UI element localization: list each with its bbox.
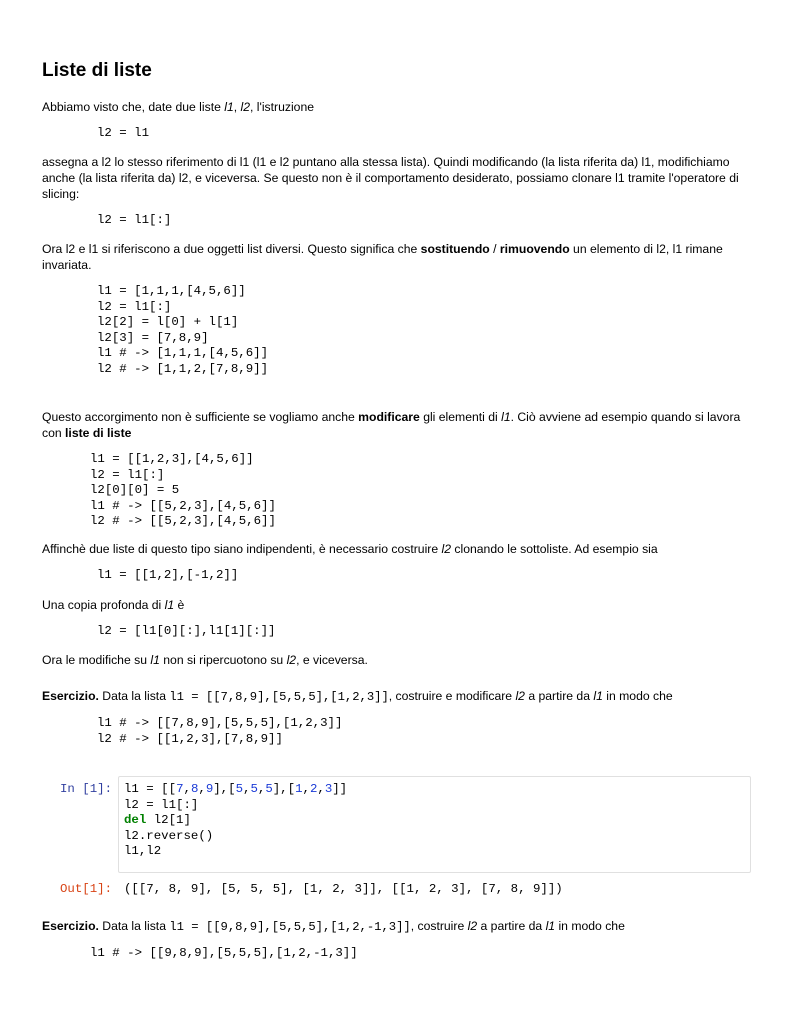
code-cell-source[interactable] xyxy=(124,782,347,860)
text: Affinchè due liste di questo tipo siano indipendenti, è necessario costruire xyxy=(42,542,442,556)
emphasis: l2 xyxy=(240,100,251,114)
code-block-exercise-2: l1 # -> [[9,8,9],[5,5,5],[1,2,-1,3]] xyxy=(90,946,358,960)
paragraph-liste-di-liste xyxy=(42,409,754,441)
text: in modo che xyxy=(555,919,625,933)
text: Data la lista xyxy=(98,919,170,933)
code-line: l1,l2 xyxy=(124,844,162,858)
text: Ora le modifiche su xyxy=(42,653,151,667)
paragraph-independent xyxy=(42,541,754,557)
code-text: ],[ xyxy=(272,782,296,796)
text: , costruire xyxy=(410,919,468,933)
number-literal: 5 xyxy=(235,782,243,796)
code-block-example-2: l1 = [[1,2,3],[4,5,6]] l2 = l1[:] l2[0][0] = 5 l1 # -> [[5,2,3],[4,5,6]] l2 # -> [[5,2,3],[4,5,6]] xyxy=(90,452,276,528)
emphasis: l1 xyxy=(545,919,556,933)
code-cell-output: ([[7, 8, 9], [5, 5, 5], [1, 2, 3]], [[1, 2, 3], [7, 8, 9]]) xyxy=(124,882,563,896)
text: / xyxy=(489,242,500,256)
code-text: , xyxy=(243,782,251,796)
code-text: ],[ xyxy=(213,782,236,796)
emphasis: l1 xyxy=(224,100,234,114)
number-literal: 7 xyxy=(176,782,184,796)
emphasis: l2 xyxy=(286,653,297,667)
emphasis: l2 xyxy=(467,919,478,933)
number-literal: 9 xyxy=(205,782,214,796)
emphasis: l1 xyxy=(164,598,175,612)
text: a partire da xyxy=(524,689,594,703)
output-prompt: Out[1]: xyxy=(60,882,113,896)
text: è xyxy=(174,598,185,612)
text: un elemento di l2, l1 rimane invariata. xyxy=(42,242,723,272)
text: a partire da xyxy=(477,919,546,933)
text: Data la lista xyxy=(98,689,170,703)
keyword: del xyxy=(124,813,147,827)
text: , costruire e modificare xyxy=(388,689,516,703)
code-block-assign: l2 = l1 xyxy=(97,126,150,140)
code-text: l1 = [[ xyxy=(124,782,177,796)
code-text: , xyxy=(198,782,206,796)
code-line: l2 = l1[:] xyxy=(124,797,199,812)
text: clonando le sottoliste. Ad esempio sia xyxy=(451,542,658,556)
code-text: , xyxy=(257,782,266,796)
number-literal: 5 xyxy=(250,782,258,796)
code-cell-input[interactable] xyxy=(118,776,751,873)
inline-code: l1 = [[9,8,9],[5,5,5],[1,2,-1,3]] xyxy=(169,920,411,934)
input-prompt: In [1]: xyxy=(60,782,113,796)
code-block-deep-copy: l2 = [l1[0][:],l1[1][:]] xyxy=(97,624,276,638)
text: Questo accorgimento non è sufficiente se vogliamo anche xyxy=(42,410,359,424)
text: , e viceversa. xyxy=(296,653,368,667)
emphasis: l1 xyxy=(501,410,511,424)
text: gli elementi di xyxy=(419,410,502,424)
emphasis: l2 xyxy=(441,542,452,556)
number-literal: 1 xyxy=(295,782,303,796)
code-text: , xyxy=(317,782,325,796)
number-literal: 8 xyxy=(190,782,199,796)
text: Ora l2 e l1 si riferiscono a due oggetti list diversi. Questo significa che xyxy=(42,242,421,256)
page-title: Liste di liste xyxy=(42,60,152,81)
code-text: l2[1] xyxy=(146,813,191,827)
bold-text: liste di liste xyxy=(65,426,132,440)
paragraph-deep-copy xyxy=(42,597,754,613)
code-line: l2.reverse() xyxy=(124,828,214,843)
text: Abbiamo visto che, date due liste xyxy=(42,100,225,114)
paragraph-intro xyxy=(42,99,754,115)
bold-text: rimuovendo xyxy=(499,242,570,256)
emphasis: l1 xyxy=(150,653,160,667)
bold-text: modificare xyxy=(358,410,420,424)
emphasis: l2 xyxy=(515,689,525,703)
code-block-example-1: l1 = [1,1,1,[4,5,6]] l2 = l1[:] l2[2] = l[0] + l[1] l2[3] = [7,8,9] l1 # -> [1,1,1,[4,5,6]] l2 # -> [1,1,2,[7,8,9]] xyxy=(97,284,269,376)
paragraph-reference: assegna a l2 lo stesso riferimento di l1 (l1 e l2 puntano alla stessa lista). Quindi modificando (la lista riferita da) l1, modifichiamo anche (la lista riferita da) l2, e viceversa. Se questo non è il comportamento desiderato, possiamo clonare l1 tramite l'operatore di slicing: xyxy=(42,155,739,201)
code-text: ]] xyxy=(332,782,348,796)
paragraph-modifications xyxy=(42,652,754,668)
bold-text: sostituendo xyxy=(420,242,490,256)
number-literal: 5 xyxy=(265,782,273,796)
exercise-1 xyxy=(42,688,754,705)
code-text: , xyxy=(302,782,310,796)
code-block-nested-list: l1 = [[1,2],[-1,2]] xyxy=(97,568,239,582)
code-block-expected-result: l1 # -> [[7,8,9],[5,5,5],[1,2,3]] l2 # -> [[1,2,3],[7,8,9]] xyxy=(97,716,343,746)
text: , l'istruzione xyxy=(250,100,314,114)
text: in modo che xyxy=(602,689,673,703)
text: non si ripercuotono su xyxy=(159,653,287,667)
text: , xyxy=(233,100,241,114)
emphasis: l1 xyxy=(593,689,603,703)
number-literal: 2 xyxy=(309,782,318,796)
exercise-label: Esercizio. xyxy=(42,689,99,703)
inline-code: l1 = [[7,8,9],[5,5,5],[1,2,3]] xyxy=(169,690,389,704)
code-text: , xyxy=(183,782,191,796)
text: . Ciò avviene ad esempio quando si lavora con xyxy=(42,410,741,440)
exercise-2 xyxy=(42,918,754,935)
exercise-label: Esercizio. xyxy=(42,919,99,933)
paragraph-different-objects xyxy=(42,241,754,273)
number-literal: 3 xyxy=(324,782,333,796)
text: Una copia profonda di xyxy=(42,598,165,612)
code-block-slice: l2 = l1[:] xyxy=(97,213,172,227)
